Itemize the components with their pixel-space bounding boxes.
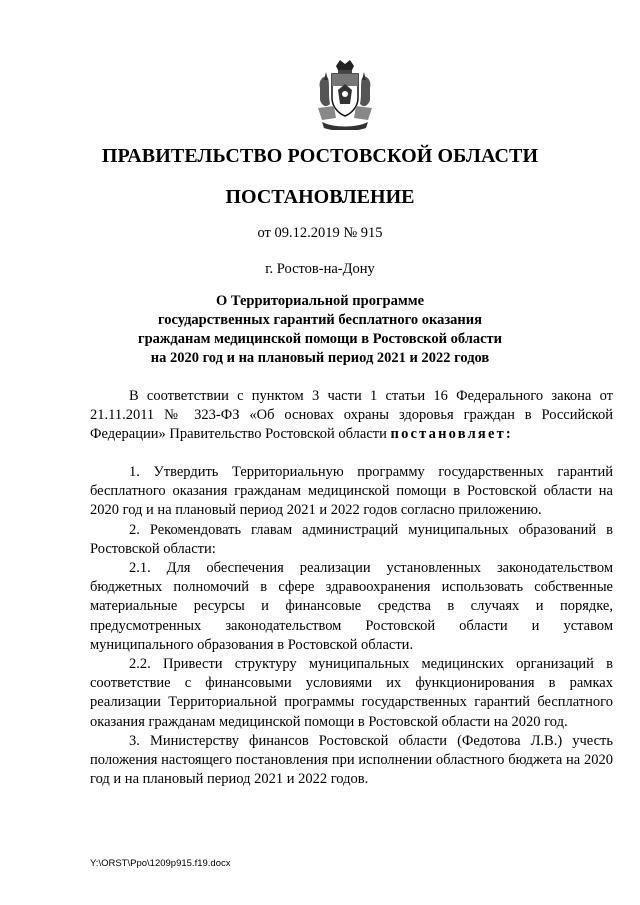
file-path-footer: Y:\ORST\Ppo\1209p915.f19.docx xyxy=(90,858,231,869)
document-city: г. Ростов-на-Дону xyxy=(265,261,375,277)
title-line: на 2020 год и на плановый период 2021 и 2022 годов xyxy=(150,350,490,366)
document-type: ПОСТАНОВЛЕНИЕ xyxy=(225,186,415,208)
document-date-number: от 09.12.2019 № 915 xyxy=(257,225,383,241)
decree-item-2: 2. Рекомендовать главам администраций муниципальных образований в Ростовской области: xyxy=(90,521,613,557)
decree-items xyxy=(90,463,613,789)
decree-item-2-1: 2.1. Для обеспечения реализации установленных законодательством бюджетных полномочий в сфере здравоохранения использовать собственные материальные ресурсы и финансовые средства в случаях и порядке, предусмотренных законодательством Ростовской области и уставом муниципального образования в Ростовской области. xyxy=(90,560,613,653)
decree-word: постановляет: xyxy=(390,426,513,443)
title-line: государственных гарантий бесплатного оказания xyxy=(158,312,482,328)
organization-name: ПРАВИТЕЛЬСТВО РОСТОВСКОЙ ОБЛАСТИ xyxy=(101,145,539,167)
decree-item-1: 1. Утвердить Территориальную программу государственных гарантий бесплатного оказания гражданам медицинской помощи в Ростовской области на 2020 год и на плановый период 2021 и 2022 годов согласно приложению. xyxy=(90,464,613,519)
title-line: гражданам медицинской помощи в Ростовской области xyxy=(137,331,503,347)
preamble-text: В соответствии с пунктом 3 части 1 статьи 16 Федерального закона от 21.11.2011 № 323-ФЗ «Об основах охраны здоровья граждан в Российской Федерации» Правительство Ростовской области xyxy=(90,388,613,443)
preamble xyxy=(90,387,613,445)
document-title xyxy=(90,292,550,368)
title-line: О Территориальной программе xyxy=(215,293,425,309)
decree-item-3: 3. Министерству финансов Ростовской области (Федотова Л.В.) учесть положения настоящего постановления при исполнении областного бюджета на 2020 год и на плановый период 2021 и 2022 годов. xyxy=(90,732,613,788)
coat-of-arms-emblem xyxy=(314,58,376,130)
preamble-paragraph xyxy=(90,387,613,445)
decree-item-2-2: 2.2. Привести структуру муниципальных медицинских организаций в соответствие с финансовыми условиями их функционирования в рамках реализации Территориальной программы государственных гарантий бесплатного оказания гражданам медицинской помощи в Ростовской области на 2020 год. xyxy=(90,656,613,730)
